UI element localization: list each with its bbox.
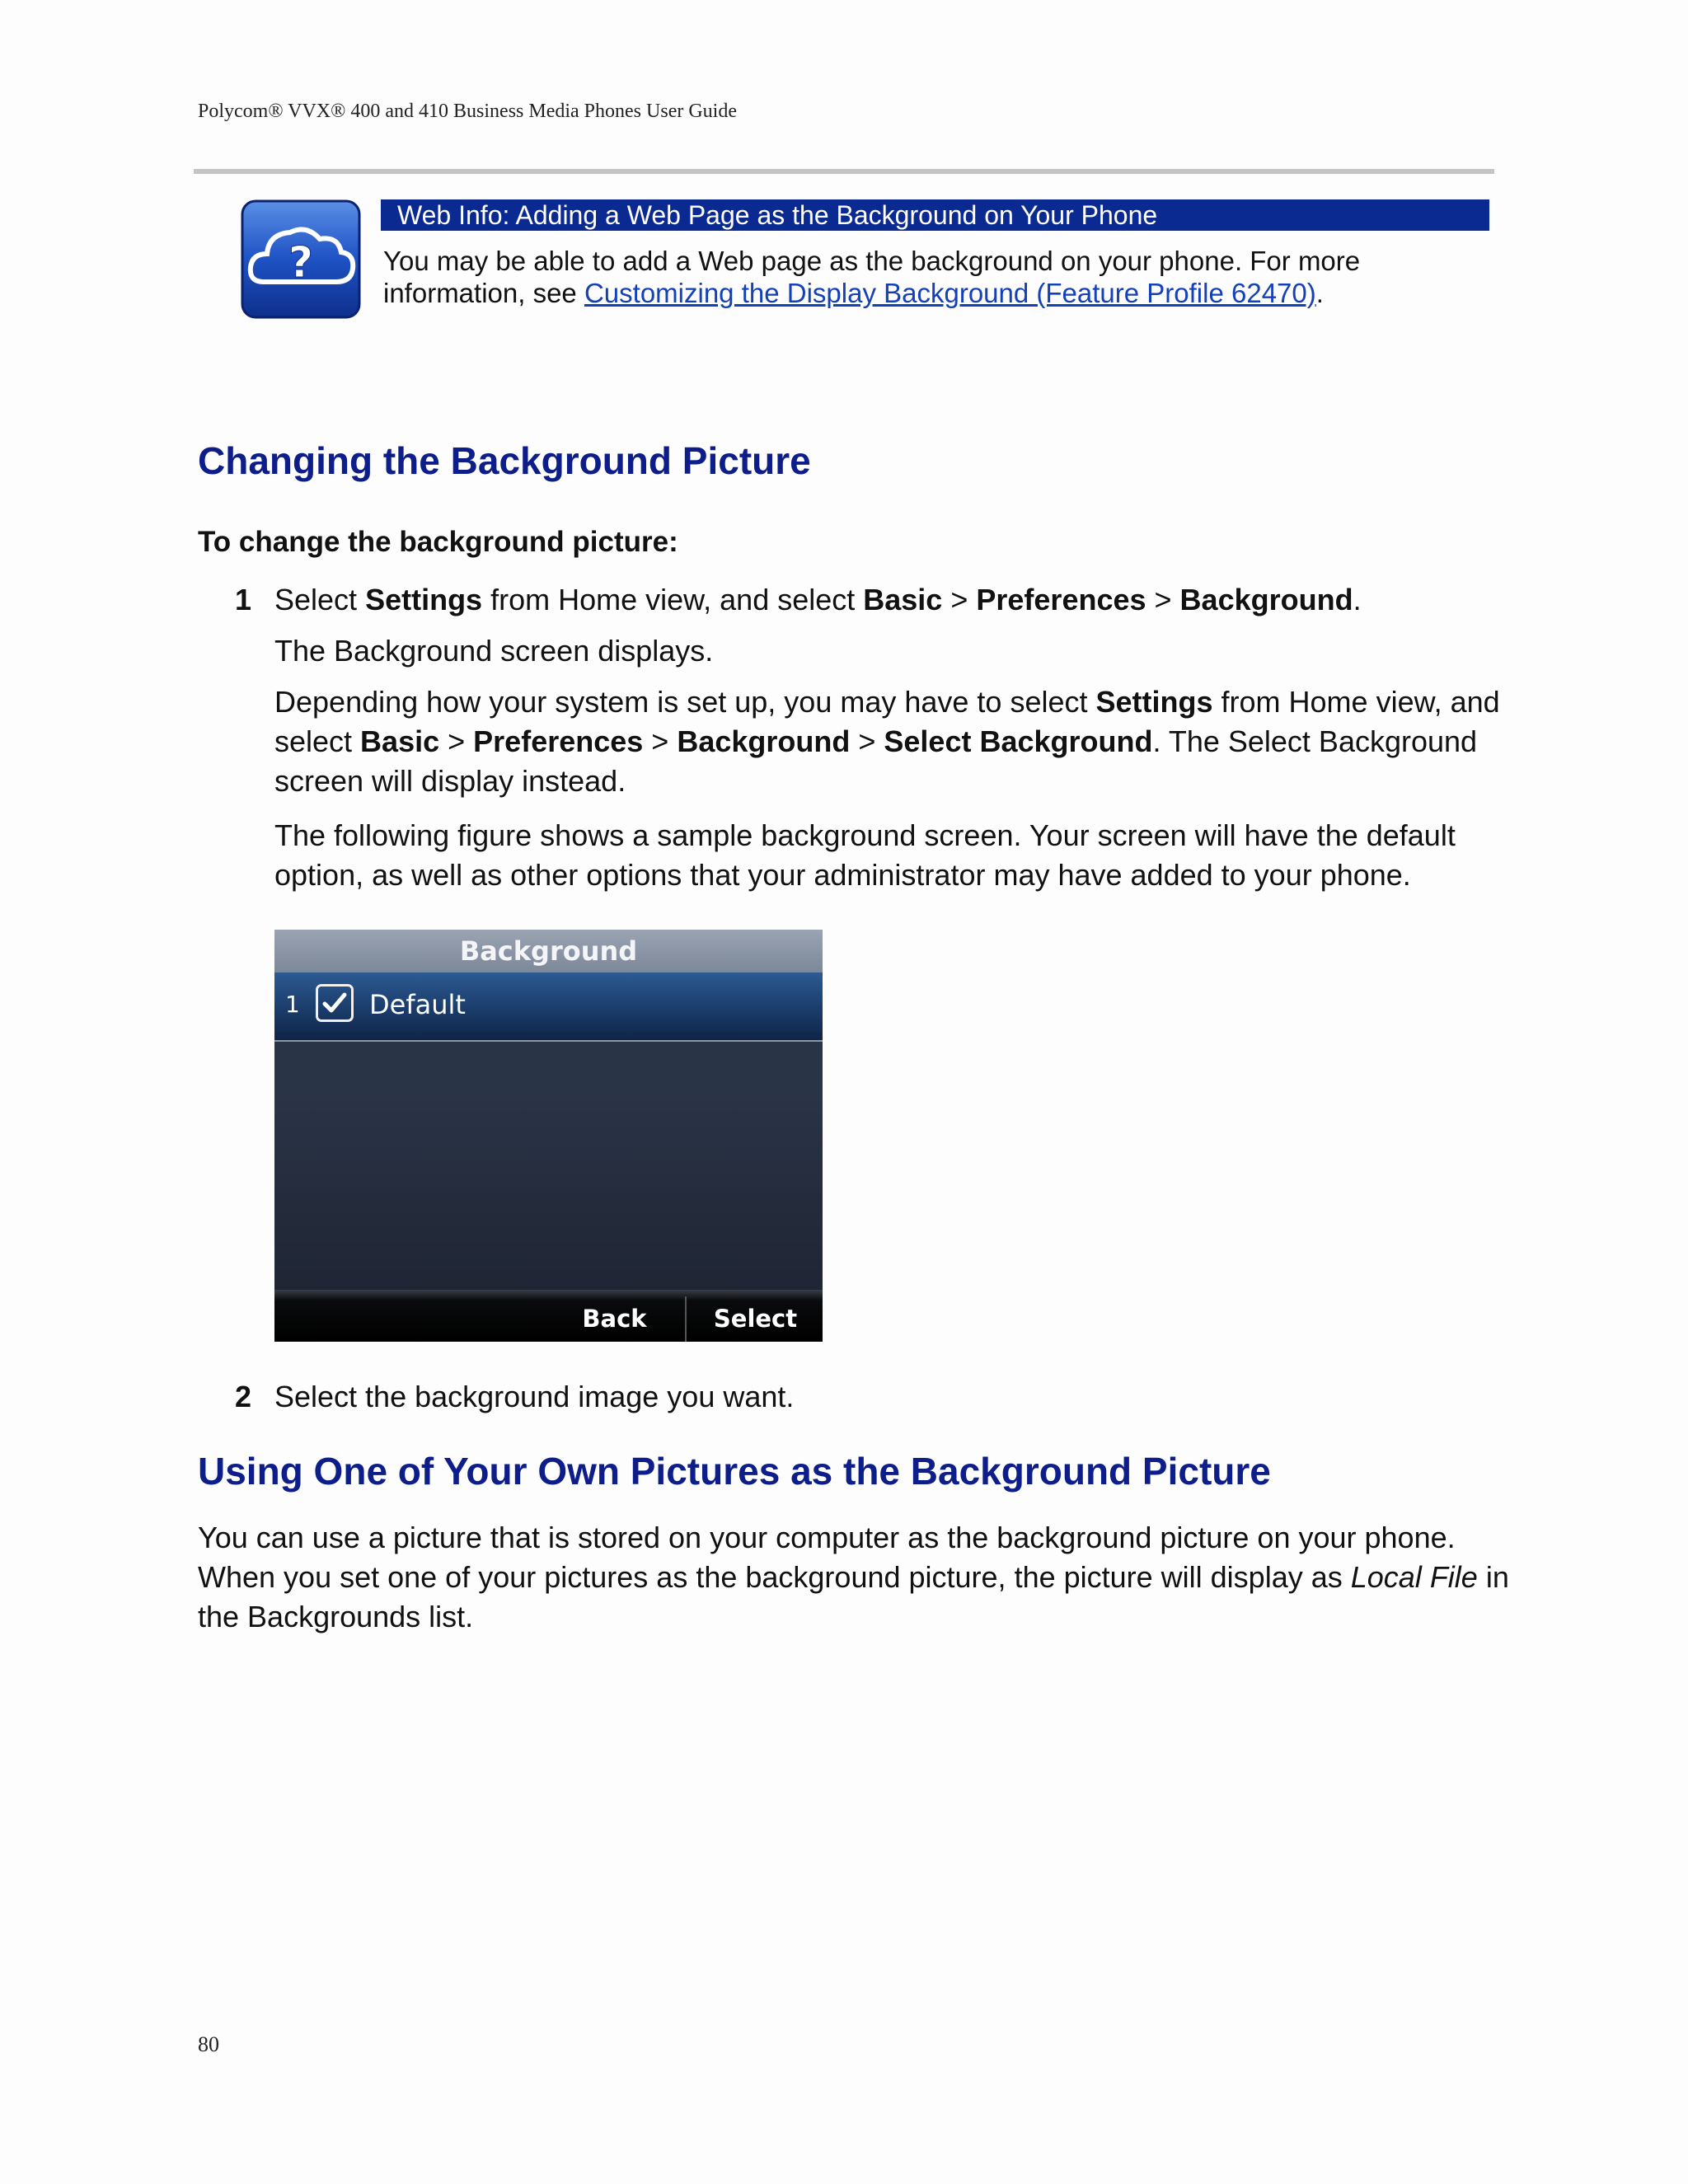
step-text: Select Settings from Home view, and select Basic > Preferences > Background. <box>274 583 1362 616</box>
section-heading-changing-background: Changing the Background Picture <box>198 439 811 482</box>
softkey-bar <box>274 1290 823 1342</box>
step-number: 1 <box>235 583 252 616</box>
background-list-item[interactable] <box>274 972 823 1042</box>
web-info-title: Web Info: Adding a Web Page as the Background on Your Phone <box>381 199 1489 231</box>
step-number: 2 <box>235 1380 252 1413</box>
cloud-question-icon <box>241 199 361 319</box>
web-info-end: . <box>1315 278 1324 308</box>
svg-text:?: ? <box>288 238 314 288</box>
select-softkey[interactable]: Select <box>685 1296 823 1342</box>
back-softkey[interactable]: Back <box>582 1305 647 1333</box>
running-header: Polycom® VVX® 400 and 410 Business Media Phones User Guide <box>198 101 737 122</box>
procedure-title: To change the background picture: <box>198 526 678 558</box>
para-background-displays: The Background screen displays. <box>274 634 714 668</box>
header-divider <box>194 169 1494 174</box>
step-text: Select the background image you want. <box>274 1380 795 1413</box>
page-number: 80 <box>198 2032 219 2056</box>
background-screen-figure <box>274 930 823 1342</box>
item-index: 1 <box>285 991 300 1018</box>
para-figure-description: The following figure shows a sample background screen. Your screen will have the default option, as well as other options that your administrator may have added to your phone. <box>274 818 1456 892</box>
para-depending: Depending how your system is set up, you may have to select Settings from Home view, and select Basic > Preferences > Background > Select Background. The Select Background screen will display instead. <box>274 685 1500 798</box>
web-info-body <box>383 245 1488 309</box>
checkbox-checked-icon[interactable] <box>316 984 354 1022</box>
screen-title: Background <box>274 930 823 972</box>
feature-profile-link[interactable]: Customizing the Display Background (Feature Profile 62470) <box>584 278 1316 308</box>
item-label: Default <box>369 989 466 1020</box>
para-own-pictures: You can use a picture that is stored on your computer as the background picture on your phone. When you set one of your pictures as the background picture, the picture will display as Local File in the Backgrounds list. <box>198 1521 1509 1633</box>
web-info-text: You may be able to add a Web page as the background on your phone. For more information, see <box>383 246 1361 308</box>
section-heading-own-pictures: Using One of Your Own Pictures as the Background Picture <box>198 1450 1271 1493</box>
